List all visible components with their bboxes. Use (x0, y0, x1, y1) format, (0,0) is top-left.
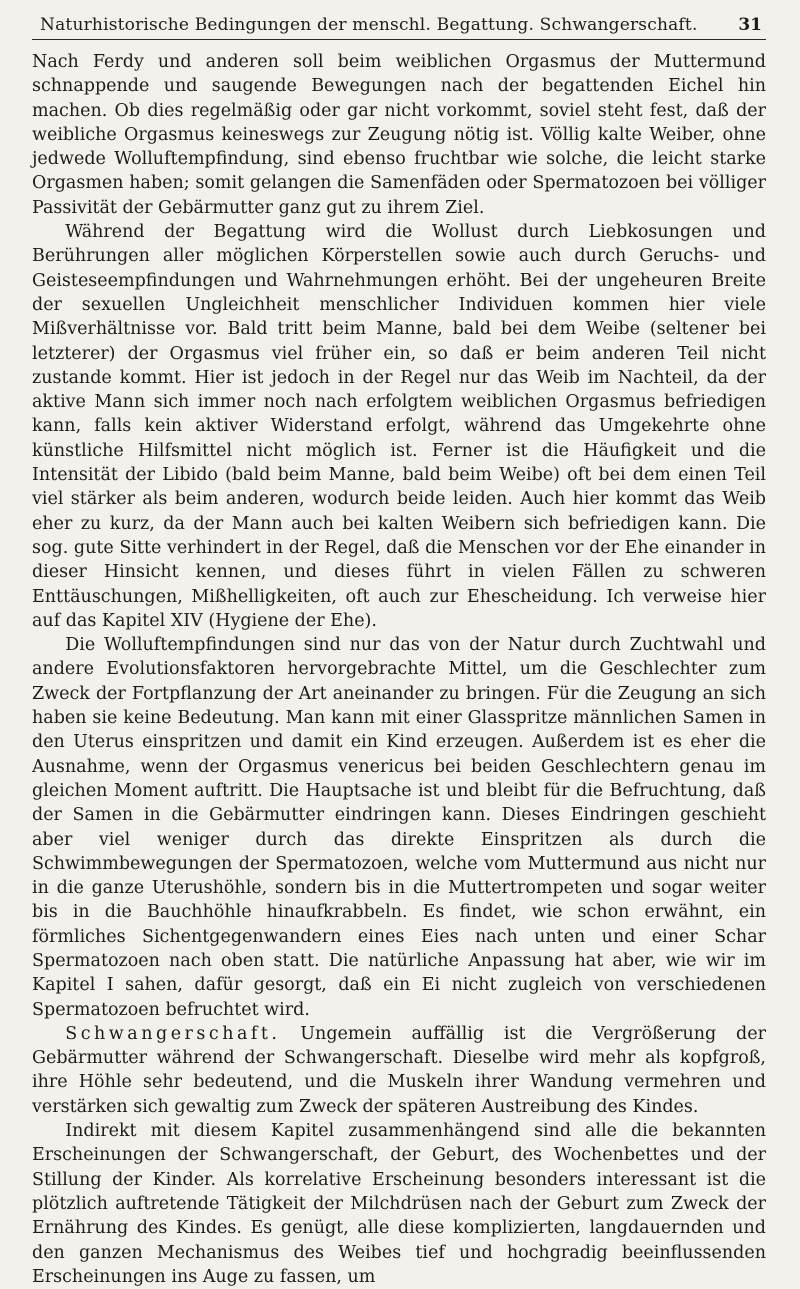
paragraph-2: Während der Begattung wird die Wollust durch Liebkosungen und Berührungen aller möglichen Körperstellen sowie auch durch Geruchs- und Geisteseempfindungen und Wahrnehmungen erhöht. Bei der ungeheuren Breite der sexuellen Ungleichheit menschlicher Individuen kommen hier viele Mißverhältnisse vor. Bald tritt beim Manne, bald bei dem Weibe (seltener bei letzterer) der Orgasmus viel früher ein, so daß er beim anderen Teil nicht zustande kommt. Hier ist jedoch in der Regel nur das Weib im Nachteil, da der aktive Mann sich immer noch nach erfolgtem weiblichen Orgasmus befriedigen kann, falls kein aktiver Widerstand erfolgt, während das Umgekehrte ohne künstliche Hilfsmittel nicht möglich ist. Ferner ist die Häufigkeit und die Intensität der Libido (bald beim Manne, bald beim Weibe) oft bei dem einen Teil viel stärker als beim anderen, wodurch beide leiden. Auch hier kommt das Weib eher zu kurz, da der Mann auch bei kalten Weibern sich befriedigen kann. Die sog. gute Sitte verhindert in der Regel, daß die Menschen vor der Ehe einander in dieser Hinsicht kennen, und dieses führt in vielen Fällen zu schweren Enttäuschungen, Mißhelligkeiten, oft auch zur Ehescheidung. Ich verweise hier auf das Kapitel XIV (Hygiene der Ehe). (32, 222, 766, 631)
running-title: Naturhistorische Bedingungen der menschl. Begattung. Schwangerschaft. (40, 15, 698, 35)
section-term: Schwangerschaft. (65, 1023, 281, 1044)
section-text: Ungemein auffällig ist die Vergrößerung der Gebärmutter während der Schwangerschaft. Dieselbe wird mehr als kopfgroß, ihre Höhle sehr bedeutend, und die Muskeln ihrer Wandung vermehren und verstärken sich gewaltig zum Zweck der späteren Austreibung des Kindes. (32, 1023, 766, 1117)
paragraph-last: Indirekt mit diesem Kapitel zusammenhängend sind alle die bekannten Erscheinungen der Schwangerschaft, der Geburt, des Wochenbettes und der Stillung der Kinder. Als korrelative Erscheinung besonders interessant ist die plötzlich auftretende Tätigkeit der Milchdrüsen nach der Geburt zum Zweck der Ernährung des Kindes. Es genügt, alle diese komplizierten, langdauernden und den ganzen Mechanismus des Weibes tief und hochgradig beeinflussenden Erscheinungen ins Auge zu fassen, um (32, 1121, 766, 1287)
paragraph-3: Die Wolluftempfindungen sind nur das von der Natur durch Zuchtwahl und andere Evolutionsfaktoren hervorgebrachte Mittel, um die Geschlechter zum Zweck der Fortpflanzung der Art aneinander zu bringen. Für die Zeugung an sich haben sie keine Bedeutung. Man kann mit einer Glasspritze männlichen Samen in den Uterus einspritzen und damit ein Kind erzeugen. Außerdem ist es eher die Ausnahme, wenn der Orgasmus venericus bei beiden Geschlechtern genau im gleichen Moment auftritt. Die Hauptsache ist und bleibt für die Befruchtung, daß der Samen in die Gebärmutter eindringen kann. Dieses Eindringen geschieht aber viel weniger durch das direkte Einspritzen als durch die Schwimmbewegungen der Spermatozoen, welche vom Muttermund aus nicht nur in die ganze Uterushöhle, sondern bis in die Muttertrompeten und sogar weiter bis in die Bauchhöhle hinaufkrabbeln. Es findet, wie schon erwähnt, ein förmliches Sichentgegenwandern eines Eies nach unten und einer Schar Spermatozoen nach oben statt. Die natürliche Anpassung hat aber, wie wir im Kapitel I sahen, dafür gesorgt, daß ein Ei nicht zugleich von verschiedenen Spermatozoen befruchtet wird. (32, 635, 766, 1020)
body-text (32, 50, 766, 1289)
paragraph-schwangerschaft (32, 1022, 766, 1119)
paragraph-1: Nach Ferdy und anderen soll beim weiblichen Orgasmus der Muttermund schnappende und saugende Bewegungen nach der begattenden Eichel hin machen. Ob dies regelmäßig oder gar nicht vorkommt, soviel steht fest, daß der weibliche Orgasmus keineswegs zur Zeugung nötig ist. Völlig kalte Weiber, ohne jedwede Wolluftempfindung, sind ebenso fruchtbar wie solche, die leicht starke Orgasmen haben; somit gelangen die Samenfäden oder Spermatozoen bei völliger Passivität der Gebärmutter ganz gut zu ihrem Ziel. (32, 52, 766, 218)
running-header (32, 14, 766, 40)
page-number: 31 (738, 15, 762, 35)
